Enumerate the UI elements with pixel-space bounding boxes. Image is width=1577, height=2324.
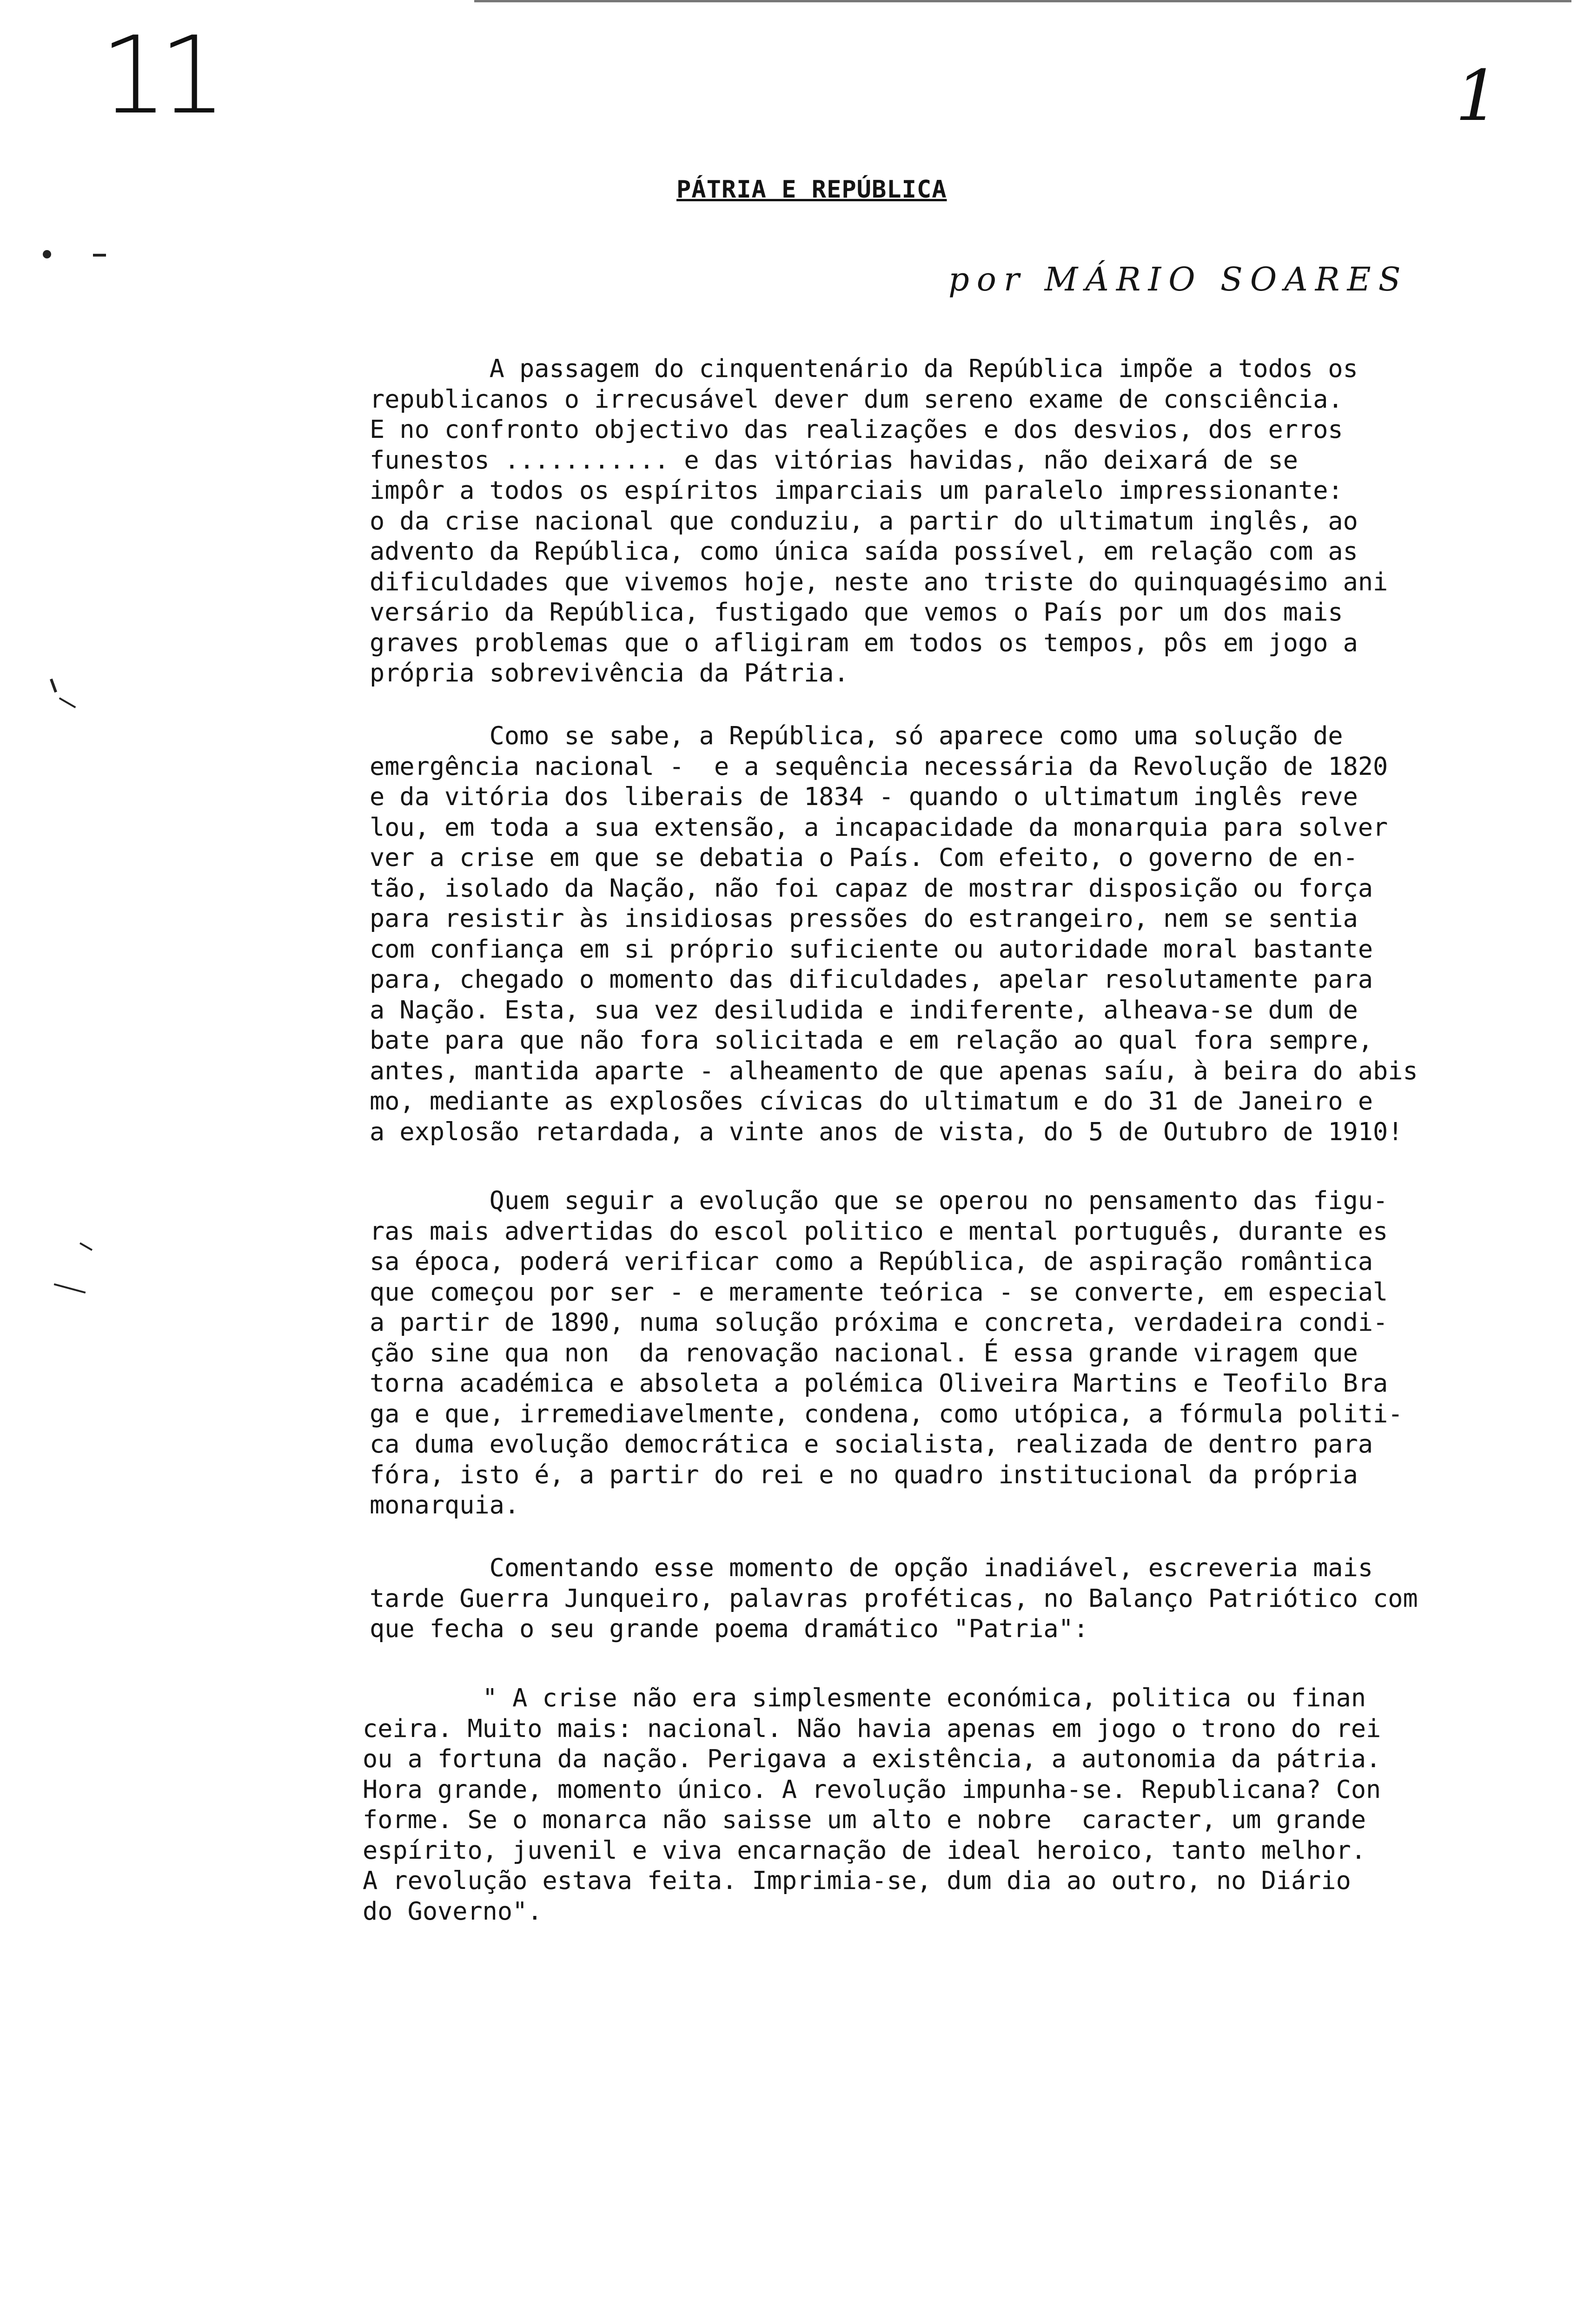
text-line: antes, mantida aparte - alheamento de que apenas saíu, à beira do abis (370, 1056, 1418, 1085)
text-line: Comentando esse momento de opção inadiável, escreveria mais (370, 1553, 1373, 1582)
text-line: própria sobrevivência da Pátria. (370, 658, 849, 687)
page-number: 1 (1455, 56, 1500, 137)
text-line: republicanos o irrecusável dever dum sereno exame de consciência. (370, 384, 1343, 414)
margin-dot (43, 250, 51, 258)
text-line: E no confronto objectivo das realizações e dos desvios, dos erros (370, 415, 1343, 444)
text-line: ção sine qua non da renovação nacional. É essa grande viragem que (370, 1338, 1358, 1367)
text-line: e da vitória dos liberais de 1834 - quando o ultimatum inglês reve (370, 782, 1358, 811)
paragraph-1 (370, 353, 1495, 688)
page-title: PÁTRIA E REPÚBLICA (676, 176, 947, 204)
paragraph-2 (370, 720, 1495, 1147)
quote-line: Hora grande, momento único. A revolução impunha-se. Republicana? Con (363, 1774, 1381, 1804)
text-line: tarde Guerra Junqueiro, palavras proféticas, no Balanço Patriótico com (370, 1583, 1418, 1613)
text-line: graves problemas que o afligiram em todos os tempos, pôs em jogo a (370, 627, 1358, 657)
quote-line: do Governo". (363, 1896, 543, 1926)
text-line: que começou por ser - e meramente teórica - se converte, em especial (370, 1277, 1388, 1307)
text-line: dificuldades que vivemos hoje, neste ano triste do quinquagésimo ani (370, 567, 1388, 596)
text-line: para resistir às insidiosas pressões do estrangeiro, nem se sentia (370, 904, 1358, 933)
text-line: mo, mediante as explosões cívicas do ultimatum e do 31 de Janeiro e (370, 1086, 1373, 1116)
quote-line: " A crise não era simplesmente económica, politica ou finan (363, 1683, 1366, 1712)
text-line: ca duma evolução democrática e socialista, realizada de dentro para (370, 1429, 1373, 1459)
quote-line: ou a fortuna da nação. Perigava a existência, a autonomia da pátria. (363, 1744, 1381, 1773)
paragraph-4 (370, 1552, 1495, 1644)
quote-line: espírito, juvenil e viva encarnação de ideal heroico, tanto melhor. (363, 1835, 1366, 1865)
text-line: a partir de 1890, numa solução próxima e concreta, verdadeira condi- (370, 1307, 1388, 1337)
margin-dash (93, 254, 106, 257)
quote-line: A revolução estava feita. Imprimia-se, dum dia ao outro, no Diário (363, 1866, 1351, 1895)
text-line: tão, isolado da Nação, não foi capaz de mostrar disposição ou força (370, 873, 1373, 903)
text-line: versário da República, fustigado que vemos o País por um dos mais (370, 597, 1343, 627)
text-line: ver a crise em que se debatia o País. Com efeito, o governo de en- (370, 843, 1358, 872)
text-line: funestos ........... e das vitórias havidas, não deixará de se (370, 445, 1299, 475)
margin-tick (59, 697, 76, 708)
text-line: para, chegado o momento das dificuldades, apelar resolutamente para (370, 964, 1373, 994)
margin-tick (54, 1283, 86, 1294)
text-line: Como se sabe, a República, só aparece como uma solução de (370, 721, 1343, 750)
top-scan-edge (474, 0, 1571, 2)
quote-line: ceira. Muito mais: nacional. Não havia apenas em jogo o trono do rei (363, 1713, 1381, 1743)
text-line: fóra, isto é, a partir do rei e no quadro institucional da própria (370, 1459, 1358, 1489)
text-line: advento da República, como única saída possível, em relação com as (370, 536, 1358, 566)
junqueiro-quote (363, 1683, 1497, 1926)
text-line: que fecha o seu grande poema dramático "Patria": (370, 1614, 1089, 1643)
text-line: o da crise nacional que conduziu, a partir do ultimatum inglês, ao (370, 506, 1358, 535)
text-line: torna académica e absoleta a polémica Oliveira Martins e Teofilo Bra (370, 1368, 1388, 1398)
text-line: emergência nacional - e a sequência necessária da Revolução de 1820 (370, 751, 1388, 781)
header-mark: 11 (100, 14, 218, 138)
margin-tick (50, 679, 57, 693)
text-line: ga e que, irremediavelmente, condena, como utópica, a fórmula politi- (370, 1399, 1403, 1428)
text-line: ras mais advertidas do escol politico e mental português, durante es (370, 1216, 1388, 1246)
text-line: bate para que não fora solicitada e em relação ao qual fora sempre, (370, 1025, 1373, 1055)
quote-line: forme. Se o monarca não saisse um alto e nobre caracter, um grande (363, 1805, 1366, 1834)
text-line: impôr a todos os espíritos imparciais um paralelo impressionante: (370, 475, 1343, 505)
paragraph-3 (370, 1185, 1495, 1520)
text-line: Quem seguir a evolução que se operou no pensamento das figu- (370, 1186, 1388, 1215)
margin-tick (80, 1242, 93, 1251)
text-line: A passagem do cinquentenário da República impõe a todos os (370, 354, 1358, 383)
text-line: sa época, poderá verificar como a República, de aspiração romântica (370, 1247, 1373, 1276)
text-line: lou, em toda a sua extensão, a incapacidade da monarquia para solver (370, 812, 1388, 842)
author-handwritten: por MÁRIO SOARES (948, 260, 1408, 298)
text-line: a explosão retardada, a vinte anos de vista, do 5 de Outubro de 1910! (370, 1116, 1403, 1146)
text-line: com confiança em si próprio suficiente ou autoridade moral bastante (370, 934, 1373, 964)
text-line: a Nação. Esta, sua vez desiludida e indiferente, alheava-se dum de (370, 995, 1358, 1024)
text-line: monarquia. (370, 1490, 520, 1519)
